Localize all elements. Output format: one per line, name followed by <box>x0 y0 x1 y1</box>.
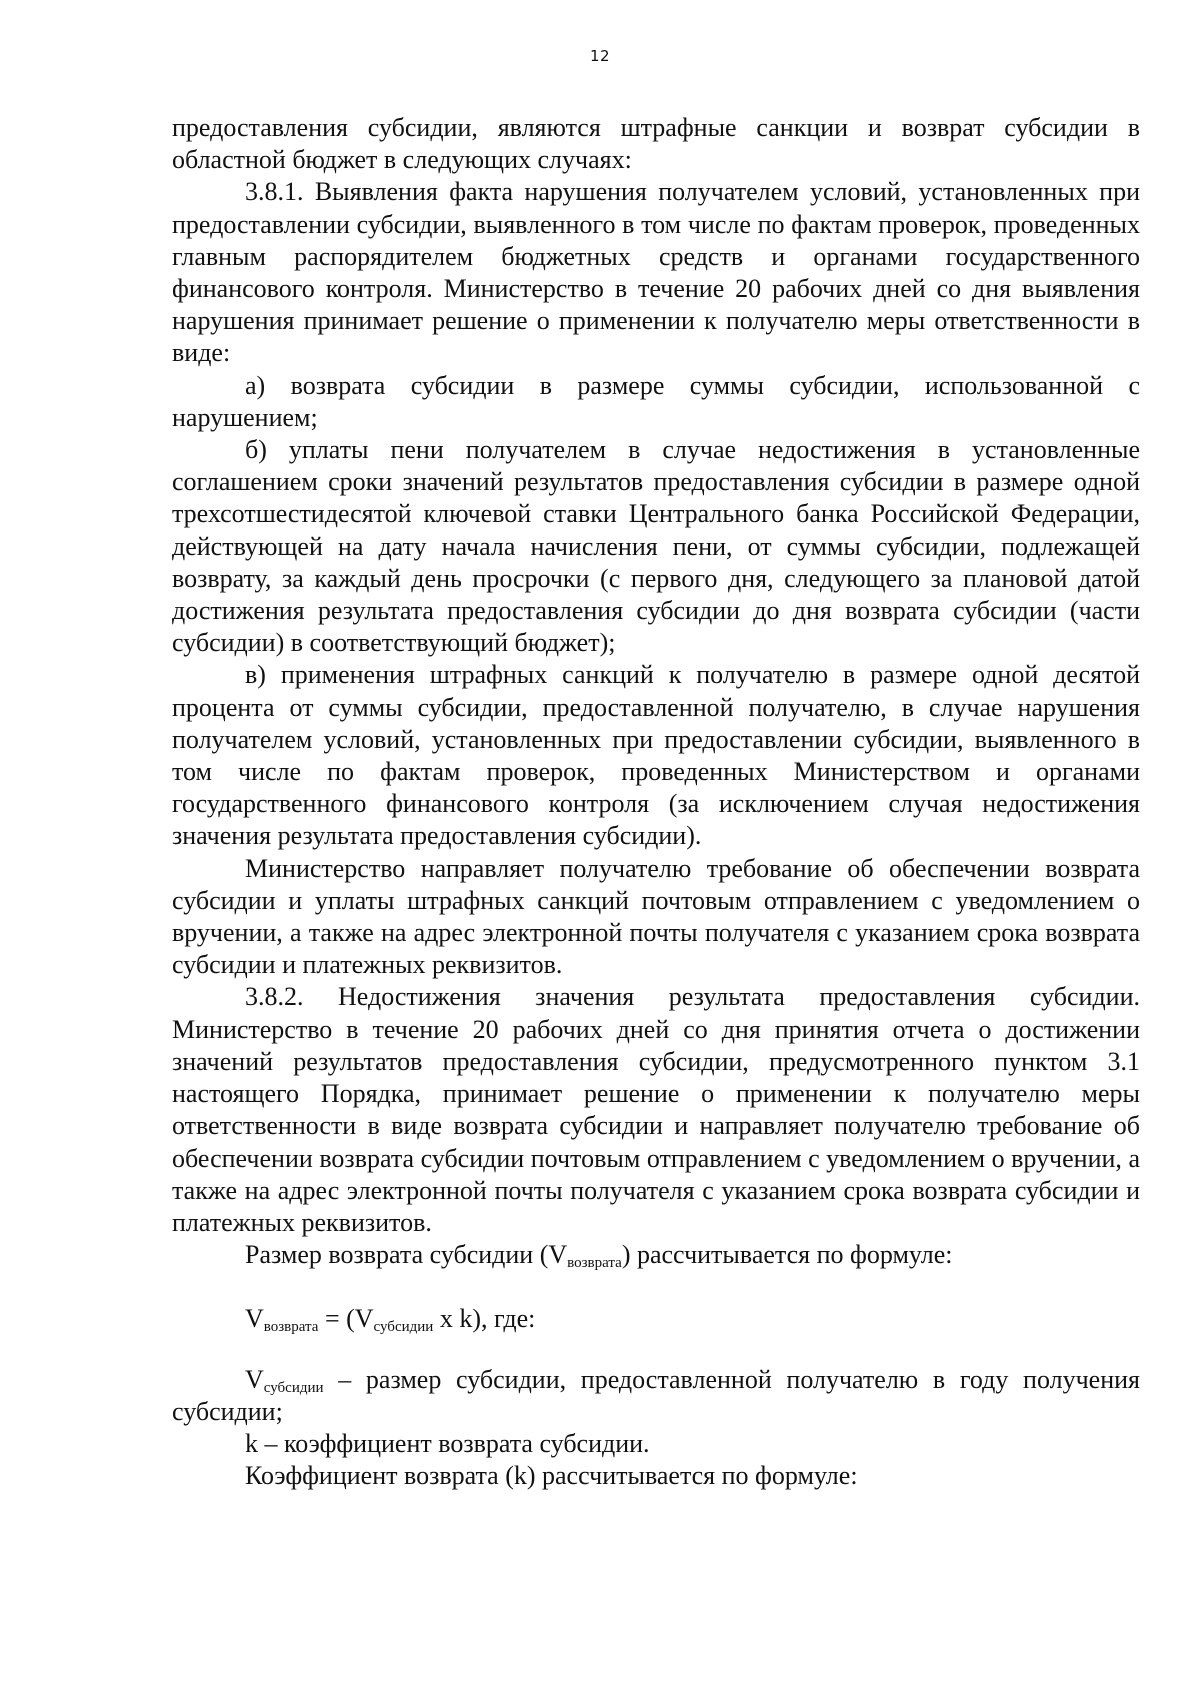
definition-v-subsidy <box>172 1364 1140 1428</box>
definition-v-subscript: субсидии <box>263 1379 324 1396</box>
formula-tail: x k), где: <box>433 1304 536 1334</box>
formula-intro <box>172 1239 1140 1271</box>
definition-v: V <box>245 1364 264 1394</box>
paragraph-item-b: б) уплаты пени получателем в случае недостижения в установленные соглашением сроки значений результатов предоставления субсидии в размере одной трехсотшестидесятой ключевой ставки Центрального банка Российской Федерации, действующей на дату начала начисления пени, от суммы субсидии, подлежащей возврату, за каждый день просрочки (с первого дня, следующего за плановой датой достижения результата предоставления субсидии до дня возврата субсидии (части субсидии) в соответствующий бюджет); <box>172 435 1140 658</box>
formula-intro-subscript: возврата <box>567 1255 622 1272</box>
paragraph-3-8-1: 3.8.1. Выявления факта нарушения получателем условий, установленных при предоставлении субсидии, выявленного в том числе по фактам проверок, проведенных главным распорядителем бюджетных средств и органами государственного финансового контроля. Министерство в течение 20 рабочих дней со дня выявления нарушения принимает решение о применении к получателю меры ответственности в виде: <box>172 177 1140 368</box>
formula-v: V <box>245 1304 264 1334</box>
formula-line <box>172 1303 1140 1335</box>
page-number: 12 <box>589 47 611 65</box>
formula-intro-before: Размер возврата субсидии (V <box>245 1240 568 1270</box>
formula-intro-after: ) рассчитывается по формуле: <box>621 1240 953 1270</box>
coefficient-formula-intro: Коэффициент возврата (k) рассчитывается по формуле: <box>245 1461 858 1491</box>
definition-v-text: – размер субсидии, предоставленной получателю в году получения субсидии; <box>172 1364 1140 1426</box>
formula-s-subscript: субсидии <box>373 1319 434 1336</box>
paragraph-3-8-2: 3.8.2. Недостижения значения результата предоставления субсидии. Министерство в течение 20 рабочих дней со дня принятия отчета о достижении значений результатов предоставления субсидии, предусмотренного пунктом 3.1 настоящего Порядка, принимает решение о применении к получателю меры ответственности в виде возврата субсидии и направляет получателю требование об обеспечении возврата субсидии почтовым отправлением с уведомлением о вручении, а также на адрес электронной почты получателя с указанием срока возврата субсидии и платежных реквизитов. <box>172 982 1140 1237</box>
paragraph-ministry-requirement: Министерство направляет получателю требование об обеспечении возврата субсидии и уплаты штрафных санкций почтовым отправлением с уведомлением о вручении, а также на адрес электронной почты получателя с указанием срока возврата субсидии и платежных реквизитов. <box>172 853 1140 980</box>
formula-v-subscript: возврата <box>263 1319 319 1336</box>
paragraph-intro: предоставления субсидии, являются штрафные санкции и возврат субсидии в областной бюджет в следующих случаях: <box>172 113 1140 175</box>
paragraph-item-a: а) возврата субсидии в размере суммы субсидии, использованной с нарушением; <box>172 370 1140 432</box>
document-body <box>172 112 1140 1492</box>
paragraph-item-v: в) применения штрафных санкций к получателю в размере одной десятой процента от суммы субсидии, предоставленной получателю, в случае нарушения получателем условий, установленных при предоставлении субсидии, выявленного в том числе по фактам проверок, проведенных Министерством и органами государственного финансового контроля (за исключением случая недостижения значения результата предоставления субсидии). <box>172 660 1140 851</box>
definition-k: k – коэффициент возврата субсидии. <box>245 1428 650 1458</box>
formula-eq: = (V <box>318 1304 374 1334</box>
